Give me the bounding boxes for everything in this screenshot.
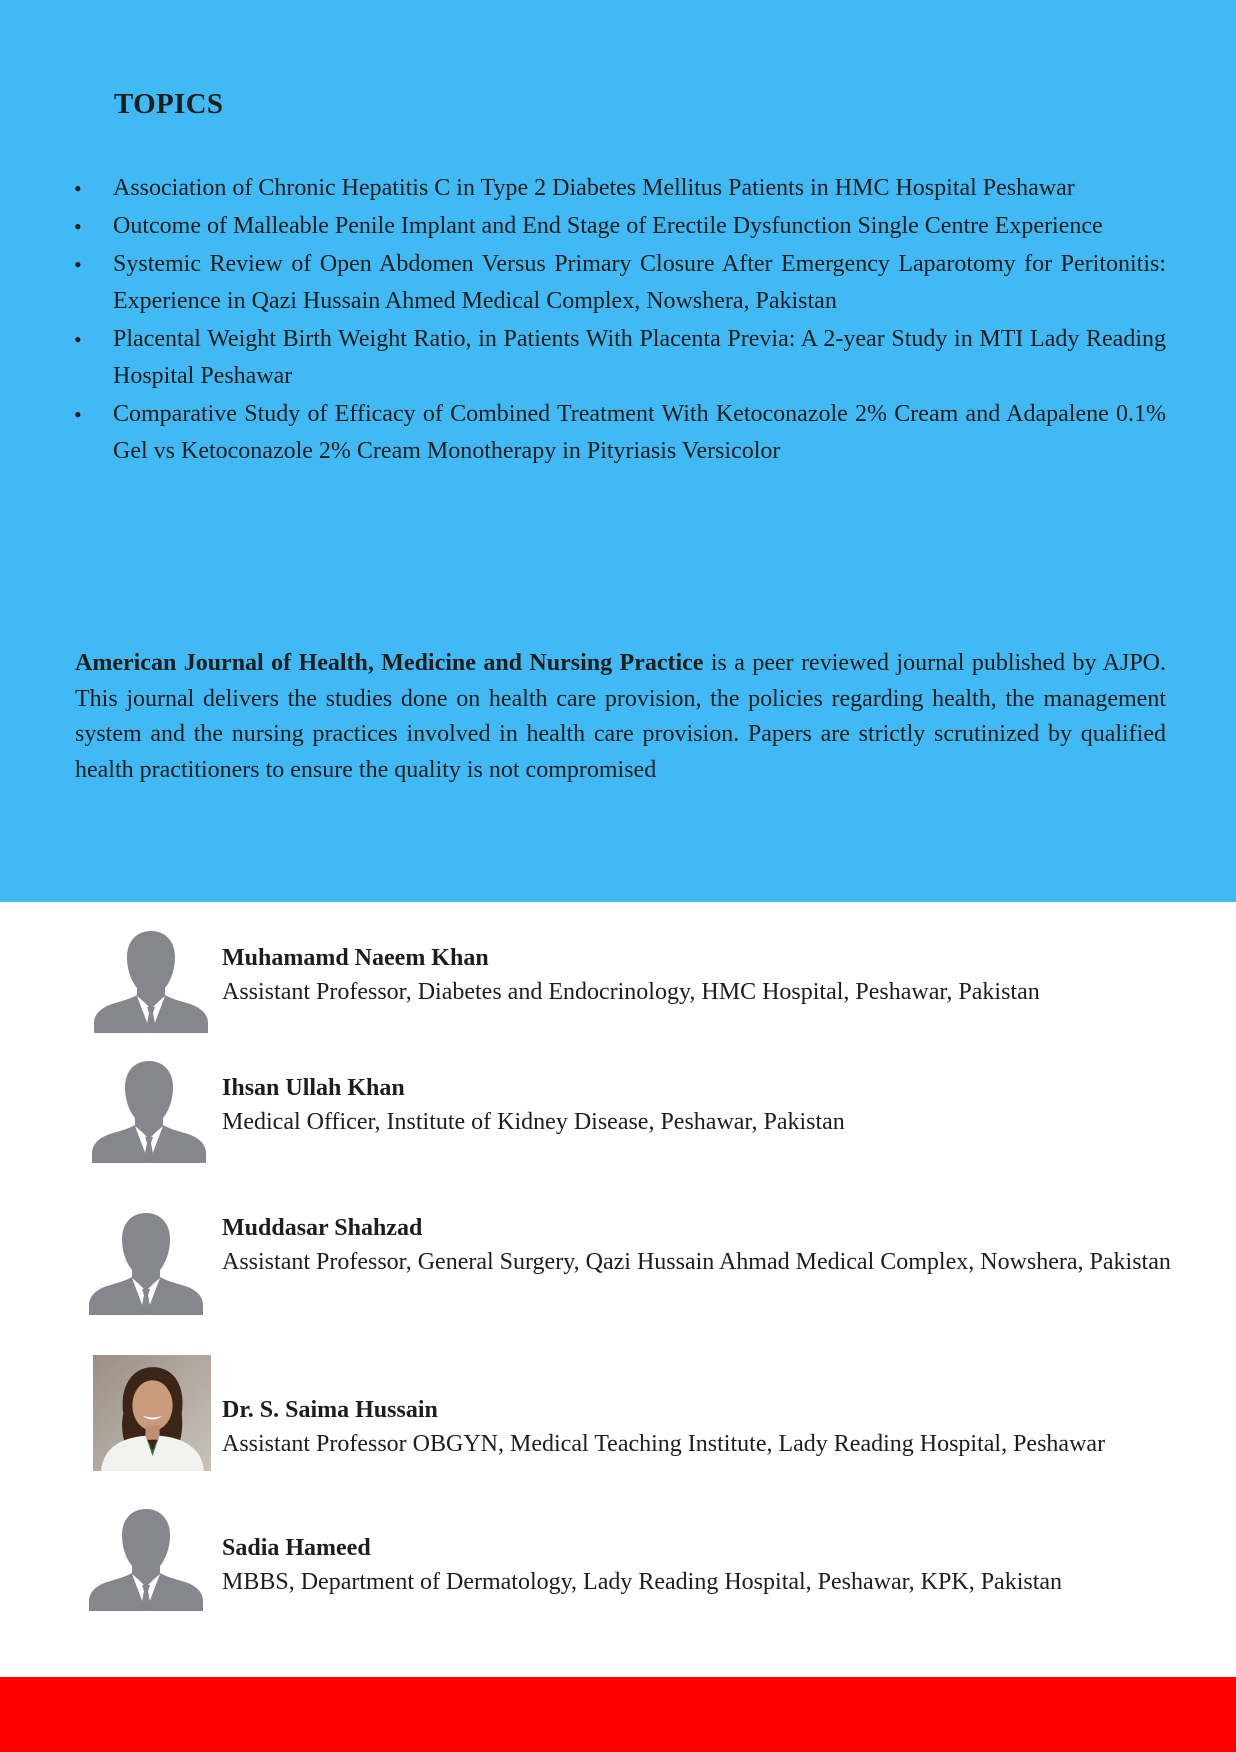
author-name: Sadia Hameed [222,1535,371,1561]
author-name: Muddasar Shahzad [222,1215,423,1241]
topic-text: Outcome of Malleable Penile Implant and End Stage of Erectile Dysfunction Single Centre Experience [113,213,1103,239]
topic-text: Association of Chronic Hepatitis C in Type 2 Diabetes Mellitus Patients in HMC Hospital Peshawar [113,175,1075,201]
person-silhouette-icon [92,922,210,1040]
journal-name: American Journal of Health, Medicine and Nursing Practice [75,650,704,676]
author-name: Ihsan Ullah Khan [222,1075,405,1101]
topic-item [74,246,1166,320]
author-role: Assistant Professor OBGYN, Medical Teaching Institute, Lady Reading Hospital, Peshawar [222,1431,1106,1457]
topics-list [74,170,1166,471]
author-role: Medical Officer, Institute of Kidney Disease, Peshawar, Pakistan [222,1109,845,1135]
bullet-icon: • [74,176,82,201]
topic-text: Comparative Study of Efficacy of Combined Treatment With Ketoconazole 2% Cream and Adapalene 0.1% Gel vs Ketoconazole 2% Cream Monotherapy in Pityriasis Versicolor [113,401,1166,464]
author-name: Muhamamd Naeem Khan [222,945,489,971]
bullet-icon: • [74,327,82,352]
person-silhouette-icon [87,1500,205,1618]
person-silhouette-icon [87,1204,205,1322]
topic-item [74,208,1166,245]
topic-text: Systemic Review of Open Abdomen Versus Primary Closure After Emergency Laparotomy for Peritonitis: Experience in Qazi Hussain Ahmed Medical Complex, Nowshera, Pakistan [113,251,1166,314]
author-photo [93,1354,211,1472]
topic-item [74,321,1166,395]
person-silhouette-icon [90,1052,208,1170]
journal-description [75,646,1166,788]
topic-text: Placental Weight Birth Weight Ratio, in Patients With Placenta Previa: A 2-year Study in MTI Lady Reading Hospital Peshawar [113,326,1166,389]
author-role: Assistant Professor, Diabetes and Endocrinology, HMC Hospital, Peshawar, Pakistan [222,979,1040,1005]
topics-heading: TOPICS [114,88,224,120]
author-name: Dr. S. Saima Hussain [222,1397,438,1423]
footer-band [0,1677,1236,1752]
journal-description-text: is a peer reviewed journal published by AJPO. This journal delivers the studies done on health care provision, the policies regarding health, the management system and the nursing practices involved in health care provision. Papers are strictly scrutinized by qualified health practitioners to ensure the quality is not compromised [75,650,1166,783]
author-role: Assistant Professor, General Surgery, Qazi Hussain Ahmad Medical Complex, Nowshera, Pakistan [222,1249,1171,1275]
author-role: MBBS, Department of Dermatology, Lady Reading Hospital, Peshawar, KPK, Pakistan [222,1569,1063,1595]
topic-item [74,396,1166,470]
bullet-icon: • [74,214,82,239]
topic-item [74,170,1166,207]
bullet-icon: • [74,402,82,427]
bullet-icon: • [74,252,82,277]
